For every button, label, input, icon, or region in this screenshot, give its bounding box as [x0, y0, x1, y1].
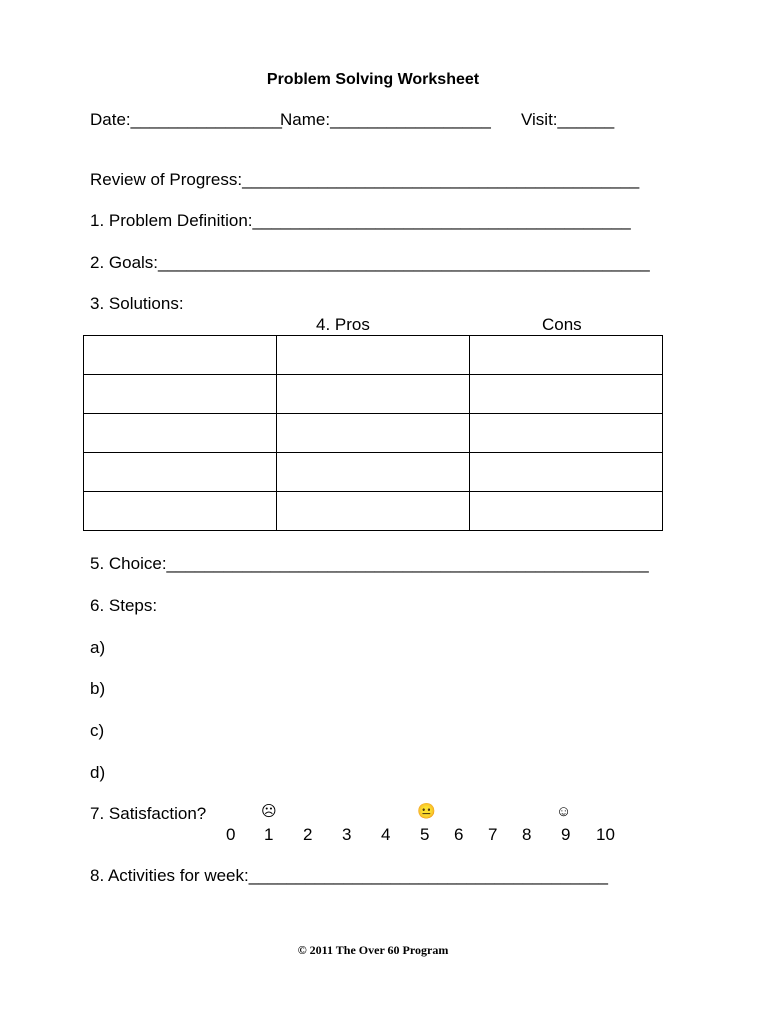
step-b: b)	[90, 679, 106, 698]
cons-header: Cons	[542, 315, 582, 334]
scale-6: 6	[454, 825, 464, 844]
scale-4: 4	[381, 825, 391, 844]
satisfaction-label: 7. Satisfaction?	[90, 804, 207, 823]
solution-cell	[84, 336, 277, 375]
scale-7: 7	[488, 825, 498, 844]
pros-header: 4. Pros	[316, 315, 370, 334]
visit-field: Visit:______	[521, 110, 615, 129]
table-row	[84, 414, 663, 453]
cons-cell	[470, 492, 663, 531]
choice-field: 5. Choice:___________________________________________________	[90, 554, 649, 573]
table-row	[84, 453, 663, 492]
scale-0: 0	[226, 825, 236, 844]
scale-8: 8	[522, 825, 532, 844]
pros-cell	[277, 492, 470, 531]
steps-label: 6. Steps:	[90, 596, 158, 615]
cons-cell	[470, 336, 663, 375]
activities-field: 8. Activities for week:______________________________________	[90, 866, 609, 885]
goals-field: 2. Goals:____________________________________________________	[90, 253, 650, 272]
cons-cell	[470, 375, 663, 414]
problem-definition-field: 1. Problem Definition:________________________________________	[90, 211, 631, 230]
solution-cell	[84, 453, 277, 492]
copyright-footer: © 2011 The Over 60 Program	[297, 943, 449, 957]
pros-cell	[277, 453, 470, 492]
sad-face-icon: ☹	[261, 803, 277, 820]
scale-5: 5	[420, 825, 430, 844]
neutral-face-icon: 😐	[417, 803, 436, 820]
solution-cell	[84, 375, 277, 414]
solutions-table	[83, 335, 663, 531]
solutions-label: 3. Solutions:	[90, 294, 184, 313]
date-field: Date:________________	[90, 110, 282, 129]
scale-2: 2	[303, 825, 313, 844]
scale-9: 9	[561, 825, 571, 844]
step-c: c)	[90, 721, 105, 740]
cons-cell	[470, 414, 663, 453]
scale-10: 10	[596, 825, 615, 844]
step-d: d)	[90, 763, 106, 782]
table-row	[84, 492, 663, 531]
step-a: a)	[90, 638, 106, 657]
name-field: Name:_________________	[280, 110, 491, 129]
solution-cell	[84, 414, 277, 453]
cons-cell	[470, 453, 663, 492]
page-title: Problem Solving Worksheet	[266, 71, 480, 88]
table-row	[84, 336, 663, 375]
table-row	[84, 375, 663, 414]
solution-cell	[84, 492, 277, 531]
pros-cell	[277, 375, 470, 414]
pros-cell	[277, 336, 470, 375]
pros-cell	[277, 414, 470, 453]
happy-face-icon: ☺	[556, 803, 572, 820]
scale-1: 1	[264, 825, 274, 844]
scale-3: 3	[342, 825, 352, 844]
review-of-progress-field: Review of Progress:__________________________________________	[90, 170, 640, 189]
